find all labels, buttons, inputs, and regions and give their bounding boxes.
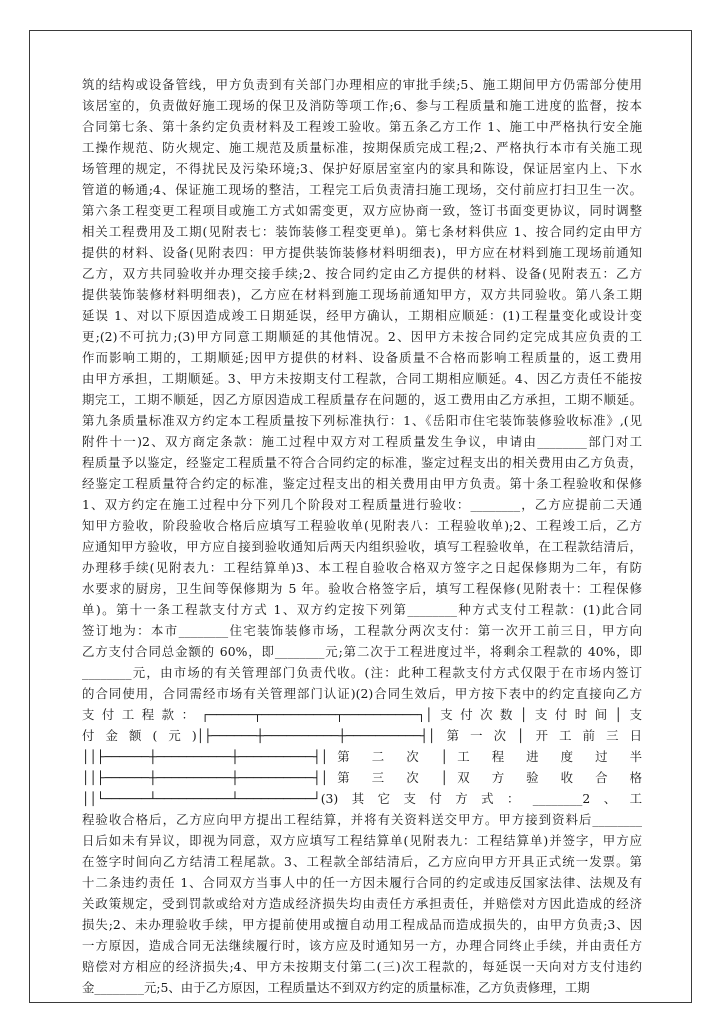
text-line: 支付工程款：┌──────┬──────────┬──────────┐│支付次数│支付时间│支 — [82, 707, 642, 722]
document-body — [82, 74, 642, 998]
text-line: 提供的材料、设备(见附表四：甲方提供装饰装修材料明细表)，甲方应在材料到施工现场前通知 — [82, 245, 642, 260]
text-line: 签订地为：本市________住宅装饰装修市场，工程款分两次支付：第一次开工前三日，甲方向 — [82, 623, 642, 638]
text-line: 损失;2、未办理验收手续，甲方提前使用或擅自动用工程成品而造成损失的，由甲方负责;3、因 — [82, 917, 642, 932]
text-line: 应通知甲方验收，甲方应自接到验收通知后两天内组织验收，填写工程验收单，在工程款结清后， — [82, 539, 642, 554]
text-line: ________元，由市场的有关管理部门负责代收。(注：此种工程款支付方式仅限于在市场内签订 — [82, 665, 642, 680]
text-line: ││├──────┼──────────┼──────────┤│第 二 次 │工 程 进 度 过 半 — [82, 749, 642, 764]
text-line: 赔偿对方相应的经济损失;4、甲方未按期支付第二(三)次工程款的，每延误一天向对方支付违约 — [82, 959, 642, 974]
text-line: 付金额(元)│├──────┼──────────┼──────────┤│第一次│开工前三日 — [82, 728, 642, 743]
text-line: 程验收合格后，乙方应向甲方提出工程结算，并将有关资料送交甲方。甲方接到资料后________ — [82, 812, 642, 827]
text-line: 筑的结构或设备管线，甲方负责到有关部门办理相应的审批手续;5、施工期间甲方仍需部分使用 — [82, 77, 642, 92]
text-line: 日后如未有异议，即视为同意，双方应填写工程结算单(见附表九：工程结算单)并签字，甲方应 — [82, 833, 642, 848]
text-line: 乙方支付合同总金额的 60%，即________元;第二次于工程进度过半，将剩余工程款的 40%，即 — [82, 644, 642, 659]
text-line: 管道的畅通;4、保证施工现场的整洁，工程完工后负责清扫施工现场，交付前应打扫卫生一次。 — [82, 182, 642, 197]
text-line: 知甲方验收，阶段验收合格后应填写工程验收单(见附表八：工程验收单);2、工程竣工后，乙方 — [82, 518, 642, 533]
text-line: 该居室的，负责做好施工现场的保卫及消防等项工作;6、参与工程质量和施工进度的监督，按本 — [82, 98, 642, 113]
text-line: 乙方，双方共同验收并办理交接手续;2、按合同约定由乙方提供的材料、设备(见附表五：乙方 — [82, 266, 642, 281]
text-line: 的合同使用，合同需经市场有关管理部门认证)(2)合同生效后，甲方按下表中的约定直接向乙方 — [82, 686, 642, 701]
text-line: 单)。第十一条工程款支付方式 1、双方约定按下列第________种方式支付工程款：(1)此合同 — [82, 602, 642, 617]
text-line: 经鉴定工程质量符合约定的标准，鉴定过程支出的相关费用由甲方负责。第十条工程验收和保修 — [82, 476, 642, 491]
text-line: 第九条质量标准双方约定本工程质量按下列标准执行：1、《岳阳市住宅装饰装修验收标准》,(见 — [82, 413, 642, 428]
text-line: 延误 1、对以下原因造成竣工日期延误，经甲方确认，工期相应顺延：(1)工程量变化或设计变 — [82, 308, 642, 323]
text-line: 十二条违约责任 1、合同双方当事人中的任一方因未履行合同的约定或违反国家法律、法规及有 — [82, 875, 642, 890]
text-line: 第六条工程变更工程项目或施工方式如需变更，双方应协商一致，签订书面变更协议，同时调整 — [82, 203, 642, 218]
text-line: 场管理的规定，不得扰民及污染环境;3、保护好原居室室内的家具和陈设，保证居室内上、下水 — [82, 161, 642, 176]
text-line: 在签字时间向乙方结清工程尾款。3、工程款全部结清后，乙方应向甲方开具正式统一发票。第 — [82, 854, 642, 869]
text-line: 由甲方承担，工期顺延。3、甲方未按期支付工程款，合同工期相应顺延。4、因乙方责任不能按 — [82, 371, 642, 386]
text-line: 一方原因，造成合同无法继续履行时，该方应及时通知另一方，办理合同终止手续，并由责任方 — [82, 938, 642, 953]
text-line: 附件十一)2、双方商定条款：施工过程中双方对工程质量发生争议，申请由________部门对工 — [82, 434, 642, 449]
text-line: 金________元;5、由于乙方原因，工程质量达不到双方约定的质量标准，乙方负责修理，工期 — [82, 980, 590, 995]
text-line: 程质量予以鉴定，经鉴定工程质量不符合合同约定的标准，鉴定过程支出的相关费用由乙方负责， — [82, 455, 642, 470]
text-line: 提供装饰装修材料明细表)，乙方应在材料到施工现场前通知甲方，双方共同验收。第八条工期 — [82, 287, 642, 302]
text-line: ││├──────┼──────────┼──────────┤│第 三 次 │双 方 验 收 合 格 — [82, 770, 642, 785]
text-line: 办理移手续(见附表九：工程结算单)3、本工程自验收合格双方签字之日起保修期为二年，有防 — [82, 560, 642, 575]
text-line: 合同第七条、第十条约定负责材料及工程竣工验收。第五条乙方工作 1、施工中严格执行安全施 — [82, 119, 642, 134]
text-line: 水要求的厨房，卫生间等保修期为 5 年。验收合格签字后，填写工程保修(见附表十：工程保修 — [82, 581, 642, 596]
text-line: 1、双方约定在施工过程中分下列几个阶段对工程质量进行验收：________，乙方应提前二天通 — [82, 497, 642, 512]
text-line: 关政策规定，受到罚款或给对方造成经济损失均由责任方承担责任，并赔偿对方因此造成的经济 — [82, 896, 642, 911]
text-line: ││└──────┴──────────┴──────────┘(3)其它支付方式：________2、工 — [82, 791, 642, 806]
text-line: 工操作规范、防火规定、施工规范及质量标准，按期保质完成工程;2、严格执行本市有关施工现 — [82, 140, 642, 155]
text-line: 作而影响工期的，工期顺延;因甲方提供的材料、设备质量不合格而影响工程质量的，返工费用 — [82, 350, 642, 365]
text-line: 更;(2)不可抗力;(3)甲方同意工期顺延的其他情况。2、因甲方未按合同约定完成其应负责的工 — [82, 329, 642, 344]
text-line: 相关工程费用及工期(见附表七：装饰装修工程变更单)。第七条材料供应 1、按合同约定由甲方 — [82, 224, 642, 239]
text-line: 期完工，工期不顺延，因乙方原因造成工程质量存在问题的，返工费用由乙方承担，工期不顺延。 — [82, 392, 642, 407]
